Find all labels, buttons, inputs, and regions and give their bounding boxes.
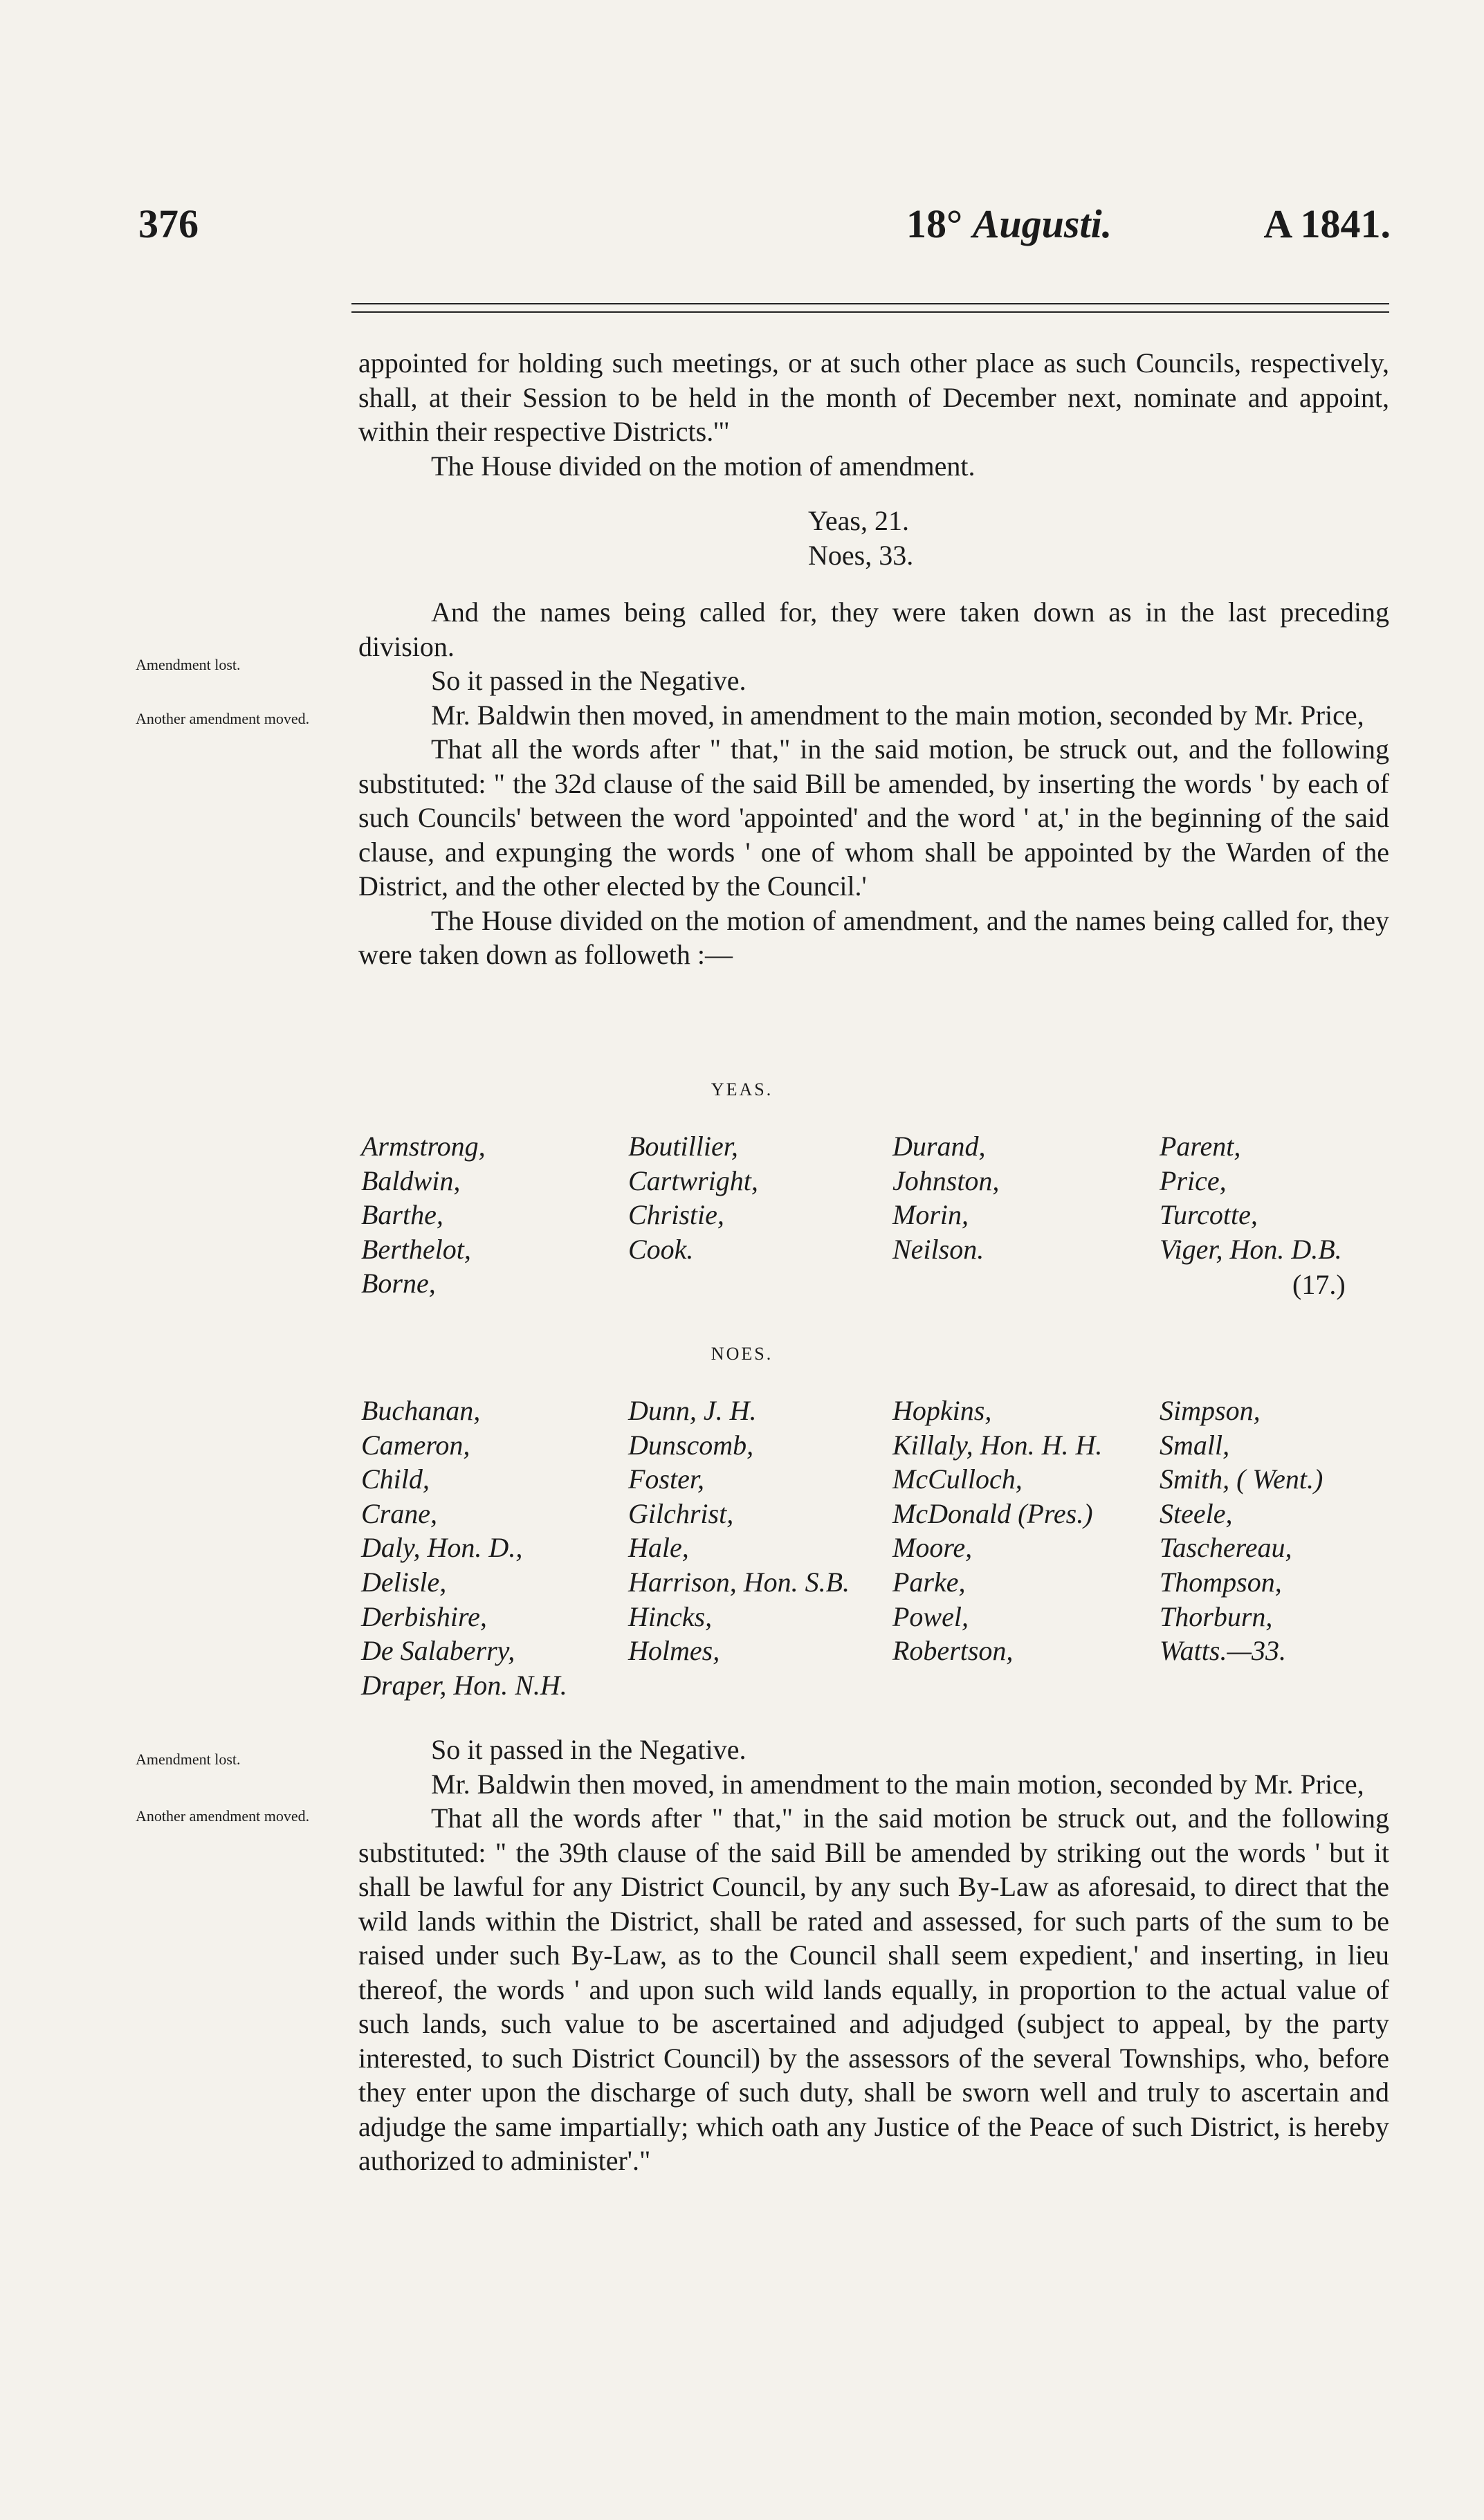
member-name: Draper, Hon. N.H. [361, 1669, 567, 1701]
member-name: Hopkins, [892, 1395, 992, 1426]
yeas-column-3 [892, 1129, 999, 1266]
house-divided-paragraph: The House divided on the motion of amendment. [431, 450, 975, 482]
noes-heading: NOES. [711, 1344, 773, 1364]
member-name: Price, [1160, 1165, 1227, 1196]
header-date-month: Augusti. [972, 201, 1112, 246]
member-name: Robertson, [892, 1635, 1014, 1667]
member-name: Holmes, [628, 1635, 720, 1667]
yeas-column-1 [361, 1129, 486, 1301]
member-name: Powel, [892, 1600, 969, 1632]
noes-column-3 [892, 1394, 1102, 1668]
member-name: Cartwright, [628, 1165, 758, 1196]
noes-column-1 [361, 1394, 567, 1702]
vote-yeas: Yeas, 21. [808, 505, 909, 536]
member-name: Moore, [892, 1532, 973, 1564]
member-name: Thompson, [1160, 1566, 1282, 1598]
member-name: Parent, [1160, 1131, 1241, 1162]
member-name: Hale, [628, 1532, 689, 1564]
yeas-column-4 [1160, 1129, 1342, 1266]
member-name: Small, [1160, 1429, 1230, 1461]
noes-column-4 [1160, 1394, 1323, 1668]
member-name: Borne, [361, 1268, 436, 1299]
member-name: Parke, [892, 1566, 966, 1598]
member-name: Neilson. [892, 1233, 984, 1265]
member-name: Morin, [892, 1199, 969, 1231]
vote-noes: Noes, 33. [808, 540, 914, 571]
opening-paragraph: appointed for holding such meetings, or at such other place as such Councils, respectively, shall, at their Session to be held in the month of December next, nominate and appoint, within their respective Districts.'" [358, 347, 1389, 447]
yeas-heading: YEAS. [711, 1079, 773, 1099]
margin-note-another-amendment-2: Another amendment moved. [136, 1807, 310, 1825]
member-name: Barthe, [361, 1199, 443, 1231]
member-name: Dunn, J. H. [628, 1395, 757, 1426]
noes-column-2 [628, 1394, 850, 1668]
member-name: Durand, [892, 1131, 986, 1162]
second-amendment-text [358, 1733, 1389, 2178]
margin-note-amendment-lost: Amendment lost. [136, 656, 241, 673]
header-year: A 1841. [1263, 201, 1391, 246]
member-name: Watts.—33. [1160, 1635, 1287, 1667]
member-name: Buchanan, [361, 1395, 481, 1426]
member-name: Berthelot, [361, 1233, 471, 1265]
names-called-paragraph: And the names being called for, they were taken down as in the last preceding division. [358, 596, 1389, 662]
member-name: Hincks, [628, 1600, 713, 1632]
member-name: Gilchrist, [628, 1497, 734, 1529]
member-name: McCulloch, [892, 1463, 1023, 1495]
vote-tally [808, 504, 913, 573]
member-name: Child, [361, 1463, 430, 1495]
member-name: Foster, [628, 1463, 704, 1495]
negative-paragraph-2: So it passed in the Negative. [431, 1734, 746, 1765]
member-name: McDonald (Pres.) [892, 1497, 1093, 1529]
member-name: Turcotte, [1160, 1199, 1258, 1231]
margin-note-another-amendment: Another amendment moved. [136, 710, 310, 727]
header-rule-top [351, 303, 1389, 304]
member-name: Delisle, [361, 1566, 447, 1598]
member-name: Johnston, [892, 1165, 1000, 1196]
member-name: Killaly, Hon. H. H. [892, 1429, 1103, 1461]
member-name: Harrison, Hon. S.B. [628, 1566, 850, 1598]
amendment-paragraph-2: That all the words after " that," in the said motion be struck out, and the following substituted: " the 39th clause of the said Bill be amended by striking out the words ' but it shall be lawful for any District Council, by any such By-Law as aforesaid, to direct that the wild lands within the District, shall be rated and assessed, for such parts of the sum to be raised under such By-Law, as to the Council shall seem expedient,' and inserting, in lieu thereof, the words ' and upon such wild lands equally, in proportion to the actual value of such lands, such value to be ascertained and adjudged (subject to appeal, by the party interested, to such District Council) by the assessors of the several Townships, who, before they enter upon the discharge of such duty, shall be sworn well and truly to ascertain and adjudge the same impartially; which oath any Justice of the Peace of such District, is hereby authorized to administer'." [358, 1802, 1389, 2176]
member-name: Taschereau, [1160, 1532, 1292, 1564]
member-name: Smith, ( Went.) [1160, 1463, 1323, 1495]
member-name: Armstrong, [361, 1131, 486, 1162]
member-name: Derbishire, [361, 1600, 487, 1632]
member-name: Cook. [628, 1233, 694, 1265]
header-date [906, 201, 1112, 247]
header-date-day: 18° [906, 201, 963, 246]
motion-paragraph: Mr. Baldwin then moved, in amendment to the main motion, seconded by Mr. Price, [431, 699, 1364, 731]
member-name: De Salaberry, [361, 1635, 515, 1667]
member-name: Thorburn, [1160, 1600, 1273, 1632]
member-name: Dunscomb, [628, 1429, 754, 1461]
page-number: 376 [138, 201, 199, 246]
followeth-paragraph: The House divided on the motion of amendment, and the names being called for, they were taken down as followeth :— [358, 904, 1389, 970]
motion-paragraph-2: Mr. Baldwin then moved, in amendment to the main motion, seconded by Mr. Price, [431, 1768, 1364, 1800]
negative-paragraph: So it passed in the Negative. [431, 665, 746, 696]
member-name: Boutillier, [628, 1131, 738, 1162]
margin-note-amendment-lost-2: Amendment lost. [136, 1751, 241, 1768]
member-name: Simpson, [1160, 1395, 1261, 1426]
yeas-total: (17.) [1292, 1269, 1346, 1300]
member-name: Daly, Hon. D., [361, 1532, 523, 1564]
header-rule-bottom [351, 311, 1389, 313]
amendment-paragraph: That all the words after " that," in the said motion, be struck out, and the following substituted: " the 32d clause of the said Bill be amended, by inserting the words ' by each of such Councils' between the word 'appointed' and the word ' at,' in the beginning of the said clause, and expunging the words ' one of whom shall be appointed by the Warden of the District, and the other elected by the Council.' [358, 733, 1389, 902]
page-header [138, 201, 1391, 256]
member-name: Steele, [1160, 1497, 1233, 1529]
opening-text [358, 346, 1389, 483]
member-name: Viger, Hon. D.B. [1160, 1233, 1342, 1265]
member-name: Cameron, [361, 1429, 470, 1461]
yeas-column-2 [628, 1129, 758, 1266]
amendment-text [358, 595, 1389, 972]
member-name: Christie, [628, 1199, 724, 1231]
member-name: Crane, [361, 1497, 437, 1529]
member-name: Baldwin, [361, 1165, 461, 1196]
